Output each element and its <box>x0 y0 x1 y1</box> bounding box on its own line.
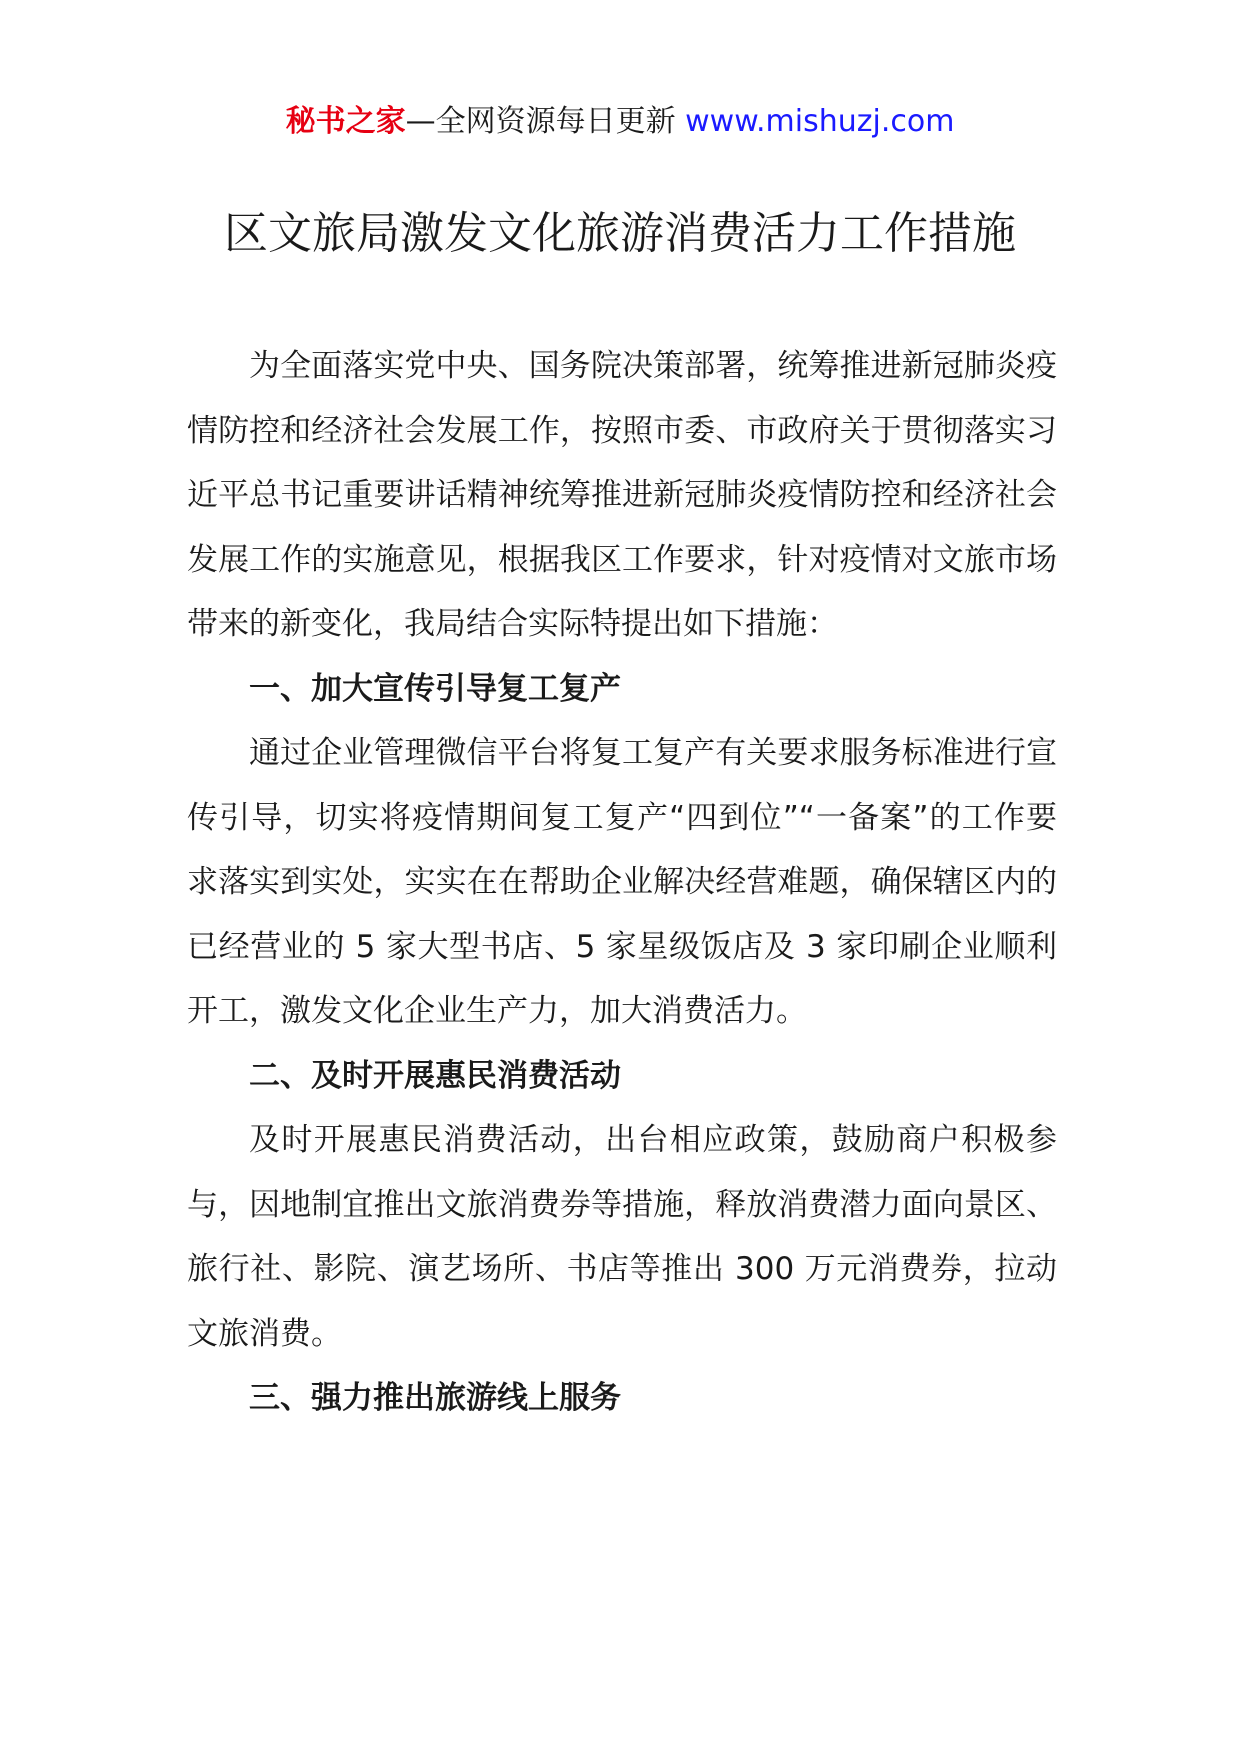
site-tagline: —全网资源每日更新 <box>405 104 676 139</box>
site-url-link[interactable]: www.mishuzj.com <box>685 104 955 139</box>
section-heading-2: 二、及时开展惠民消费活动 <box>249 1057 621 1094</box>
site-header <box>0 100 1240 144</box>
site-brand: 秘书之家 <box>285 104 406 139</box>
section-heading-3: 三、强力推出旅游线上服务 <box>249 1380 621 1416</box>
section-heading-1: 一、加大宣传引导复工复产 <box>249 670 621 707</box>
intro-paragraph: 为全面落实党中央、国务院决策部署，统筹推进新冠肺炎疫情防控和经济社会发展工作，按照市委、市政府关于贯彻落实习近平总书记重要讲话精神统筹推进新冠肺炎疫情防控和经济社会发展工作的实施意见，根据我区工作要求，针对疫情对文旅市场带来的新变化，我局结合实际特提出如下措施： <box>187 348 1057 642</box>
document-body <box>187 334 1057 1431</box>
section-paragraph-2: 及时开展惠民消费活动，出台相应政策，鼓励商户积极参与，因地制宜推出文旅消费券等措施，释放消费潜力面向景区、旅行社、影院、演艺场所、书店等推出 300 万元消费券，拉动文旅消费。 <box>187 1122 1057 1352</box>
section-paragraph-1: 通过企业管理微信平台将复工复产有关要求服务标准进行宣传引导，切实将疫情期间复工复产“四到位”“一备案”的工作要求落实到实处，实实在在帮助企业解决经营难题，确保辖区内的已经营业的 5 家大型书店、5 家星级饭店及 3 家印刷企业顺利开工，激发文化企业生产力，加大消费活力。 <box>187 735 1057 1029</box>
document-title: 区文旅局激发文化旅游消费活力工作措施 <box>224 208 1016 259</box>
